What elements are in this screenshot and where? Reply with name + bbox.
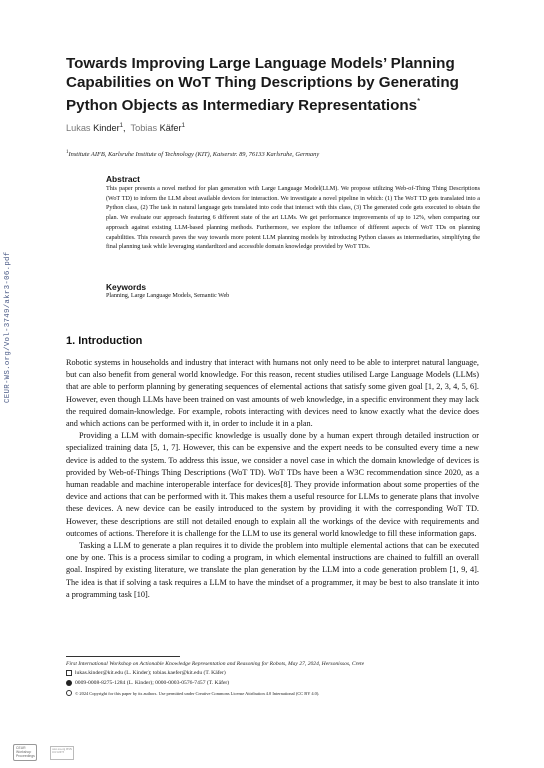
affiliation-text: Institute AIFB, Karlsruhe Institute of Technology (KIT), Kaiserstr. 89, 76133 Karlsruhe, Germany xyxy=(68,151,320,159)
section-heading: 1. Introduction xyxy=(66,335,143,347)
email-text[interactable]: lukas.kinder@kit.edu (L. Kinder); tobias.kaefer@kit.edu (T. Käfer) xyxy=(75,670,226,676)
footnote-rule xyxy=(66,656,180,657)
venue-footnote: First International Workshop on Actionable Knowledge Representation and Reasoning for Robots, May 27, 2024, Hersonissos, Crete xyxy=(66,661,365,667)
ceur-issn: ceur-ws.org ISSN 1613-0073 xyxy=(50,746,74,760)
affiliation-sup: 1 xyxy=(66,150,69,155)
orcid-line xyxy=(66,680,229,686)
paper-title xyxy=(66,54,486,115)
author-sup: 1 xyxy=(119,123,123,129)
author-given: Tobias xyxy=(130,123,158,134)
author-family: Kinder xyxy=(93,123,120,134)
introduction-body xyxy=(66,357,479,601)
author-list: Lukas Kinder$^1$, Tobias Käfer$^1$ xyxy=(66,123,185,134)
keywords-heading: Keywords xyxy=(106,282,147,292)
title-mark: * xyxy=(417,97,421,106)
title-text: Towards Improving Large Language Models’ Planning Capabilities on WoT Thing Descriptions by Generating Python Objects as Intermediary Representations xyxy=(66,55,459,115)
affiliation xyxy=(66,150,319,158)
orcid-icon xyxy=(66,680,72,686)
email-line xyxy=(66,670,226,676)
orcid-text[interactable]: 0009-0008-8275-1284 (L. Kinder); 0000-0003-0576-7457 (T. Käfer) xyxy=(75,680,230,686)
abstract-body: This paper presents a novel method for plan generation with Large Language Model(LLM). We propose utilizing Web-of-Thing Thing Descriptions (WoT TD) to inform the LLM about available devices for interaction. We investigate a novel pipeline in which: (1) The WoT TD gets translated into a Python class, (2) The task in natural language gets translated into code that interact with this class, (3) The generated code gets executed to obtain the plan. We evaluate our approach featuring 6 different state of the art LLMs. We get performance improvements of up to 12%, when comparing our approach against existing LLM-based planning methods. Furthermore, we explore the influence of different aspects of WoT TDs on planning capabilities. This research paves the way towards more potent LLM planning models by introducing Python classes as intermediaries, simplifying the final planning task while leveraging standardized and accessible domain knowledge provided by WoT TDs. xyxy=(106,186,480,251)
author-sup: 1 xyxy=(181,123,185,129)
ceur-identifier[interactable]: CEUR-WS.org/Vol-3749/akr3-06.pdf xyxy=(4,251,12,403)
abstract-heading: Abstract xyxy=(106,174,140,184)
author-family: Käfer xyxy=(159,123,182,134)
paragraph: Robotic systems in households and industry that interact with humans not only need to be able to interpret natural language, but can also benefit from general world knowledge. For this reason, recent studies utilised Large Language Models (LLMs) that are able to perform planning by generating sequences of elemental actions that satisfy some given goal [1, 2, 3, 4, 5, 6]. However, even though LLMs have been trained on vast amounts of web knowledge, in a specific environment they may lack the required domain-knowledge. For example, robots interacting with devices need to know exactly what the device does and which actions can be performed with it, in order to include it in a plan. xyxy=(66,358,479,429)
paragraph: Tasking a LLM to generate a plan requires it to divide the problem into multiple elemental actions that can be executed one by one. This is a process similar to coding a program, in which elemental instructions are chained to fulfill an overall goal. Inspired by existing literature, we translate the plan generation by the LLM into a code generation problem [1, 9, 4]. The idea is that if solving a task requires a LLM to have the mindset of a programmer, it may be best to also translate it into a programming task [10]. xyxy=(66,541,479,599)
author-given: Lukas xyxy=(66,123,91,134)
envelope-icon xyxy=(66,670,72,676)
paragraph: Providing a LLM with domain-specific knowledge is usually done by a human expert through detailed instruction or specialized training data [5, 1, 7]. However, this can be expensive and the expert needs to be consulted every time a new device is added to the system. To address this issue, we consider a novel case in which the domain knowledge of devices is provided by Web-of-Things Thing Descriptions (WoT TD). WoT TDs have been a W3C recommendation since 2020, as a human readable and machine interoperable interface for devices[8]. They provide information about some properties of the device and actions that can be performed with it. This makes them a useful resource for LLMs to generate plans that involve these devices. A new device can be easily introduced to the system by providing it with the corresponding WoT TD. However, these descriptions are still not detailed enough to explain all the workings of the device with requirements and outcomes of actions. Therefore it is challenge for the LLM to use its general world knowledge to fill these information gaps. xyxy=(66,431,479,538)
license-line xyxy=(66,690,319,696)
ceur-logo: CEUR Workshop Proceedings xyxy=(13,744,37,761)
license-text[interactable]: © 2024 Copyright for this paper by its authors. Use permitted under Creative Commons License Attribution 4.0 International (CC BY 4.0). xyxy=(75,690,320,696)
keywords-body: Planning, Large Language Models, Semantic Web xyxy=(106,293,230,299)
cc-icon xyxy=(66,690,72,696)
